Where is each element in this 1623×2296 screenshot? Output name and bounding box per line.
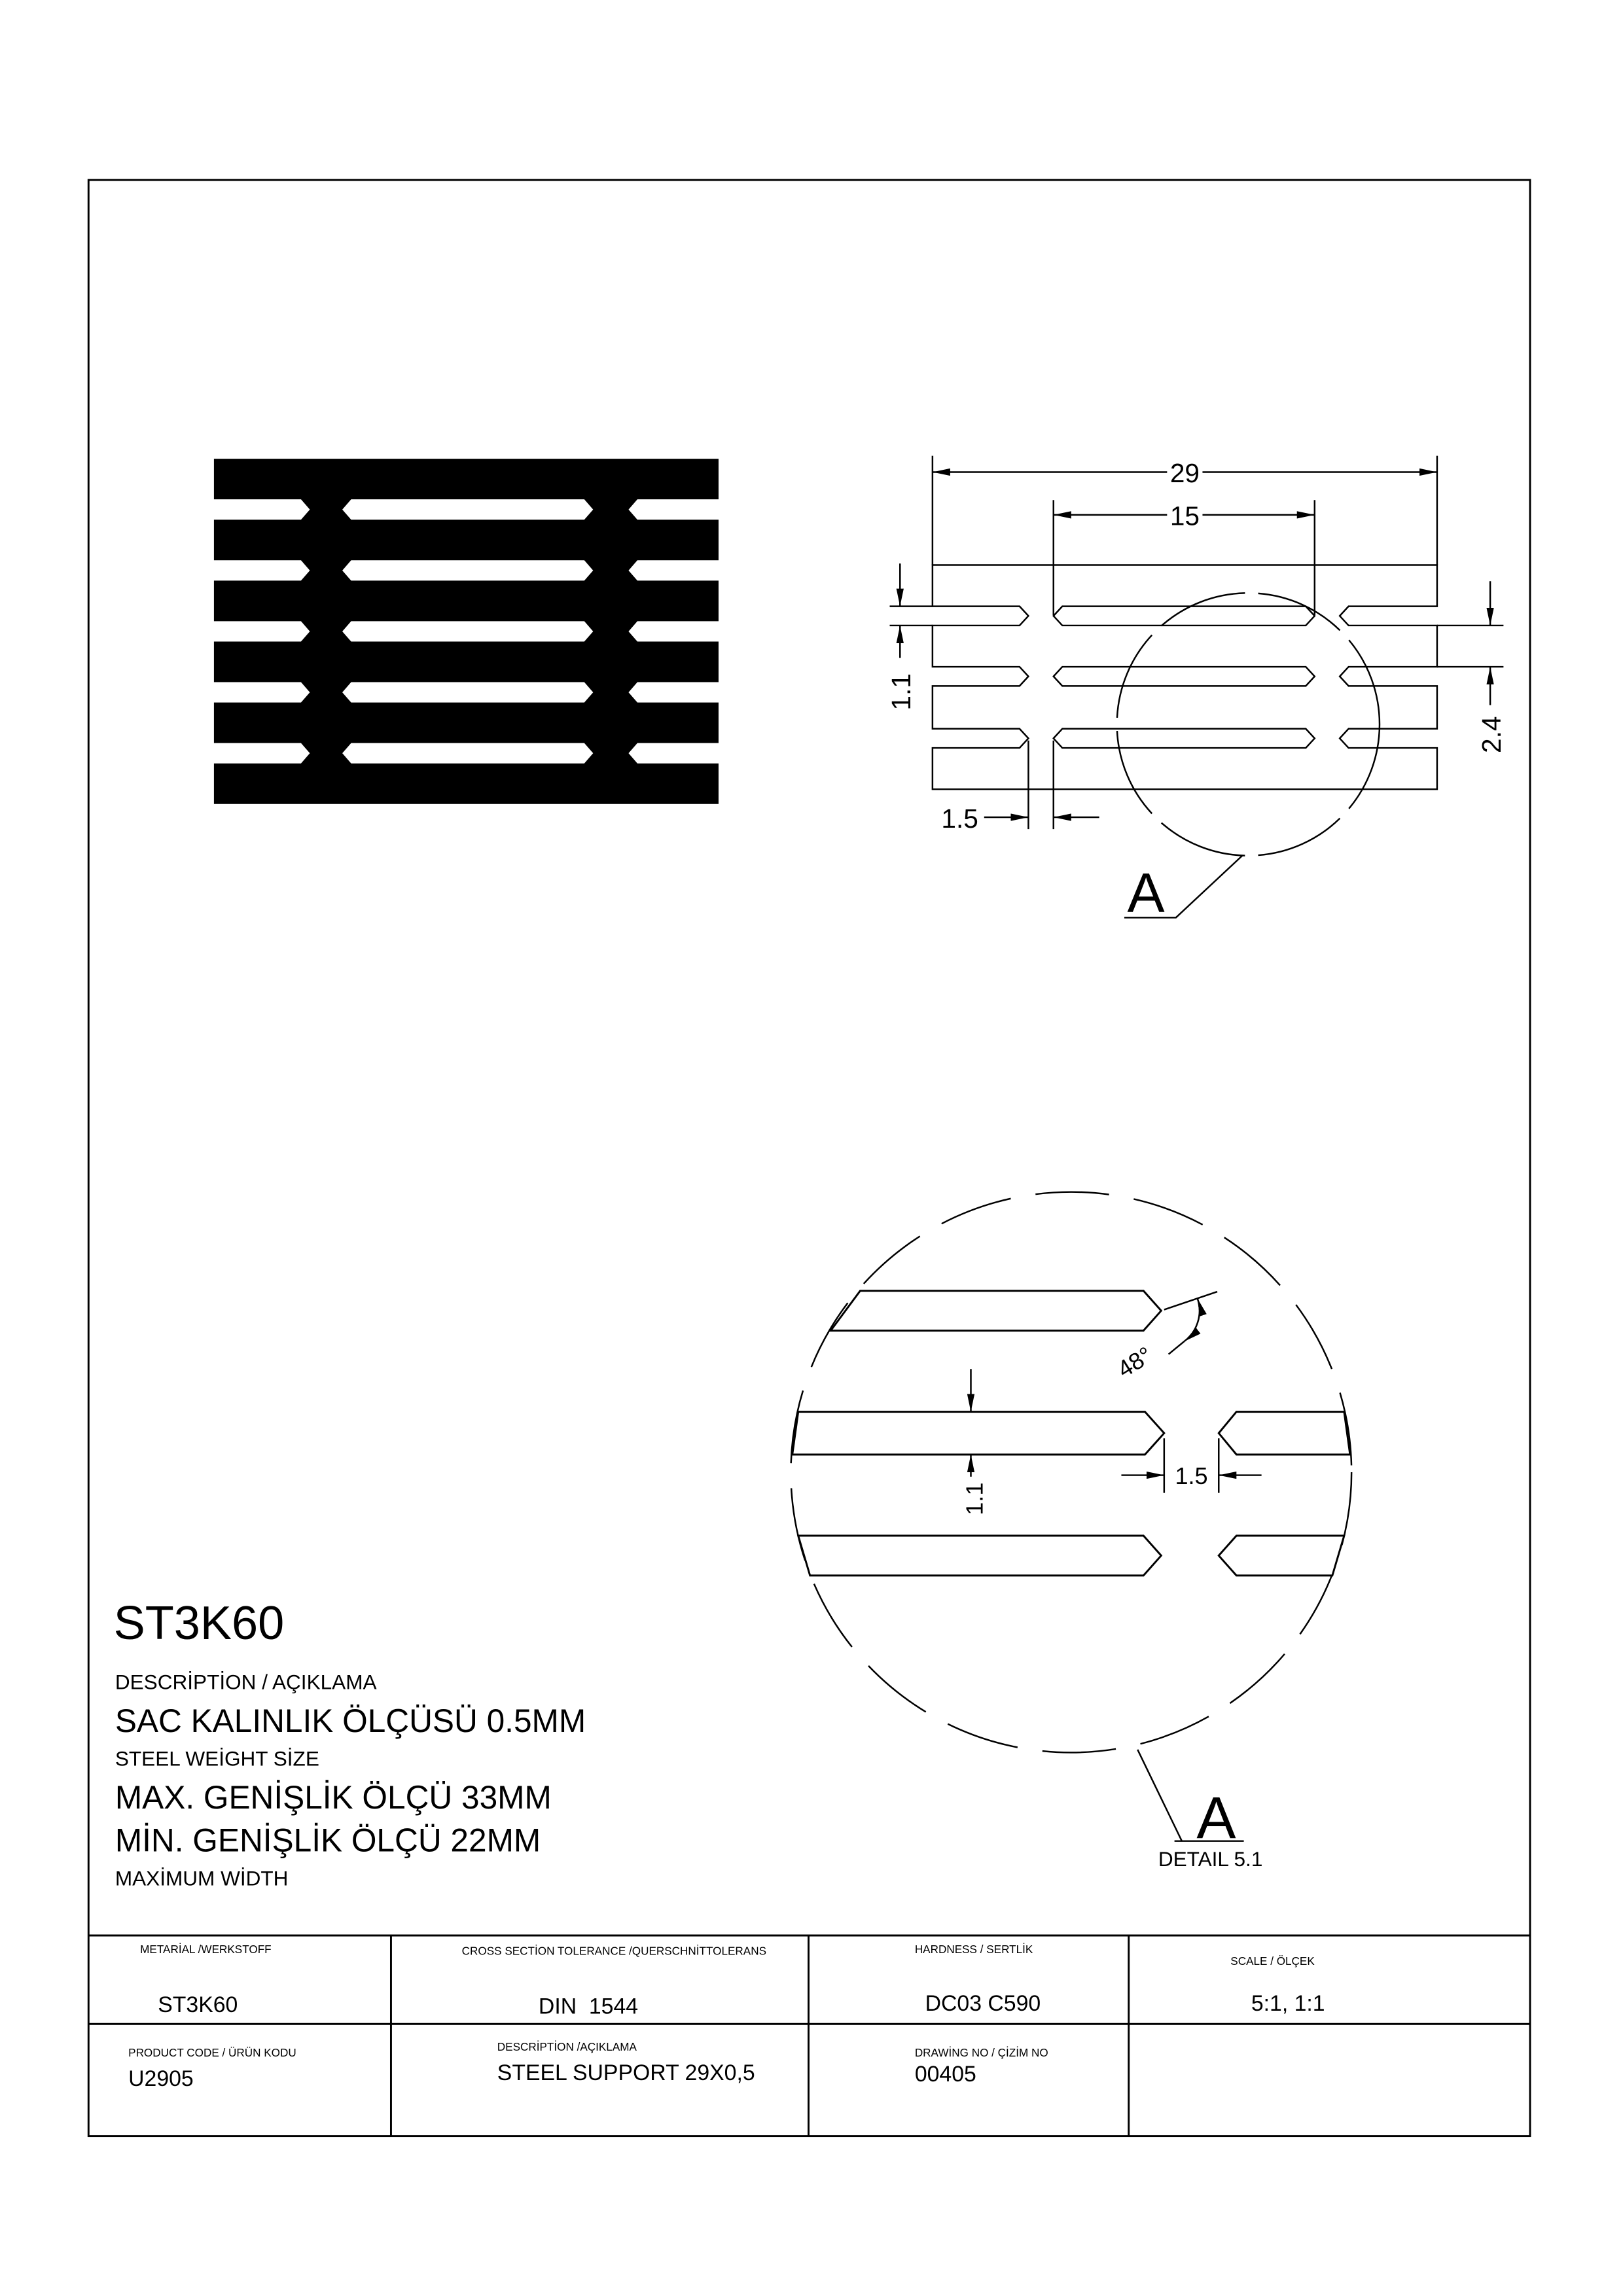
drawing-number-label: DRAWİNG NO / ÇİZİM NO	[914, 2045, 1048, 2059]
min-width-note: MİN. GENİŞLİK ÖLÇÜ 22MM	[115, 1822, 541, 1859]
slot-cutout	[342, 682, 593, 703]
slot-cutout	[342, 621, 593, 641]
product-code-label: PRODUCT CODE / ÜRÜN KODU	[128, 2045, 296, 2059]
tolerance-label: CROSS SECTİON TOLERANCE /QUERSCHNİTTOLERANS	[461, 1944, 767, 1958]
dimension-text: 1.5	[1175, 1462, 1208, 1490]
maximum-width-label: MAXİMUM WİDTH	[115, 1866, 289, 1890]
description-cell-value: STEEL SUPPORT 29X0,5	[497, 2060, 755, 2085]
detail-slot	[1219, 1536, 1344, 1576]
dimension-text: 2.4	[1476, 716, 1507, 753]
scale-label: SCALE / ÖLÇEK	[1230, 1954, 1315, 1968]
slot-cutout	[342, 499, 593, 520]
dimension-text: 1.1	[886, 673, 917, 711]
slot-cutout	[342, 560, 593, 580]
scale-value: 5:1, 1:1	[1251, 1990, 1325, 2016]
dimension-text: 29	[1169, 458, 1200, 489]
detail-marker-label: A	[1127, 861, 1165, 925]
detail-slot	[793, 1412, 1164, 1455]
detail-marker-label: A	[1196, 1785, 1236, 1852]
material-value: ST3K60	[158, 1992, 238, 2018]
part-code-heading: ST3K60	[113, 1597, 285, 1650]
description-cell-label: DESCRİPTİON /AÇIKLAMA	[497, 2040, 637, 2053]
material-label: METARİAL /WERKSTOFF	[140, 1943, 272, 1956]
dimension-text: 1.1	[961, 1482, 988, 1515]
max-width-note: MAX. GENİŞLİK ÖLÇÜ 33MM	[115, 1779, 552, 1816]
detail-caption: DETAIL 5.1	[1158, 1847, 1263, 1871]
dimension-text: 48°	[1112, 1341, 1157, 1383]
hardness-label: HARDNESS / SERTLİK	[914, 1943, 1033, 1956]
description-label: DESCRİPTİON / AÇIKLAMA	[115, 1670, 377, 1694]
dimension-text: 15	[1169, 501, 1200, 531]
detail-slot	[830, 1291, 1161, 1331]
tolerance-value: DIN 1544	[538, 1994, 639, 2019]
slot-cutout	[342, 743, 593, 764]
product-code-value: U2905	[128, 2066, 194, 2091]
dimension-text: 1.5	[941, 803, 978, 834]
steel-weight-size-label: STEEL WEİGHT SİZE	[115, 1746, 319, 1771]
detail-slot	[1219, 1412, 1350, 1455]
detail-slot	[798, 1536, 1162, 1576]
drawing-number-value: 00405	[914, 2062, 976, 2087]
sheet-thickness-note: SAC KALINLIK ÖLÇÜSÜ 0.5MM	[115, 1702, 586, 1739]
hardness-value: DC03 C590	[925, 1990, 1041, 2016]
